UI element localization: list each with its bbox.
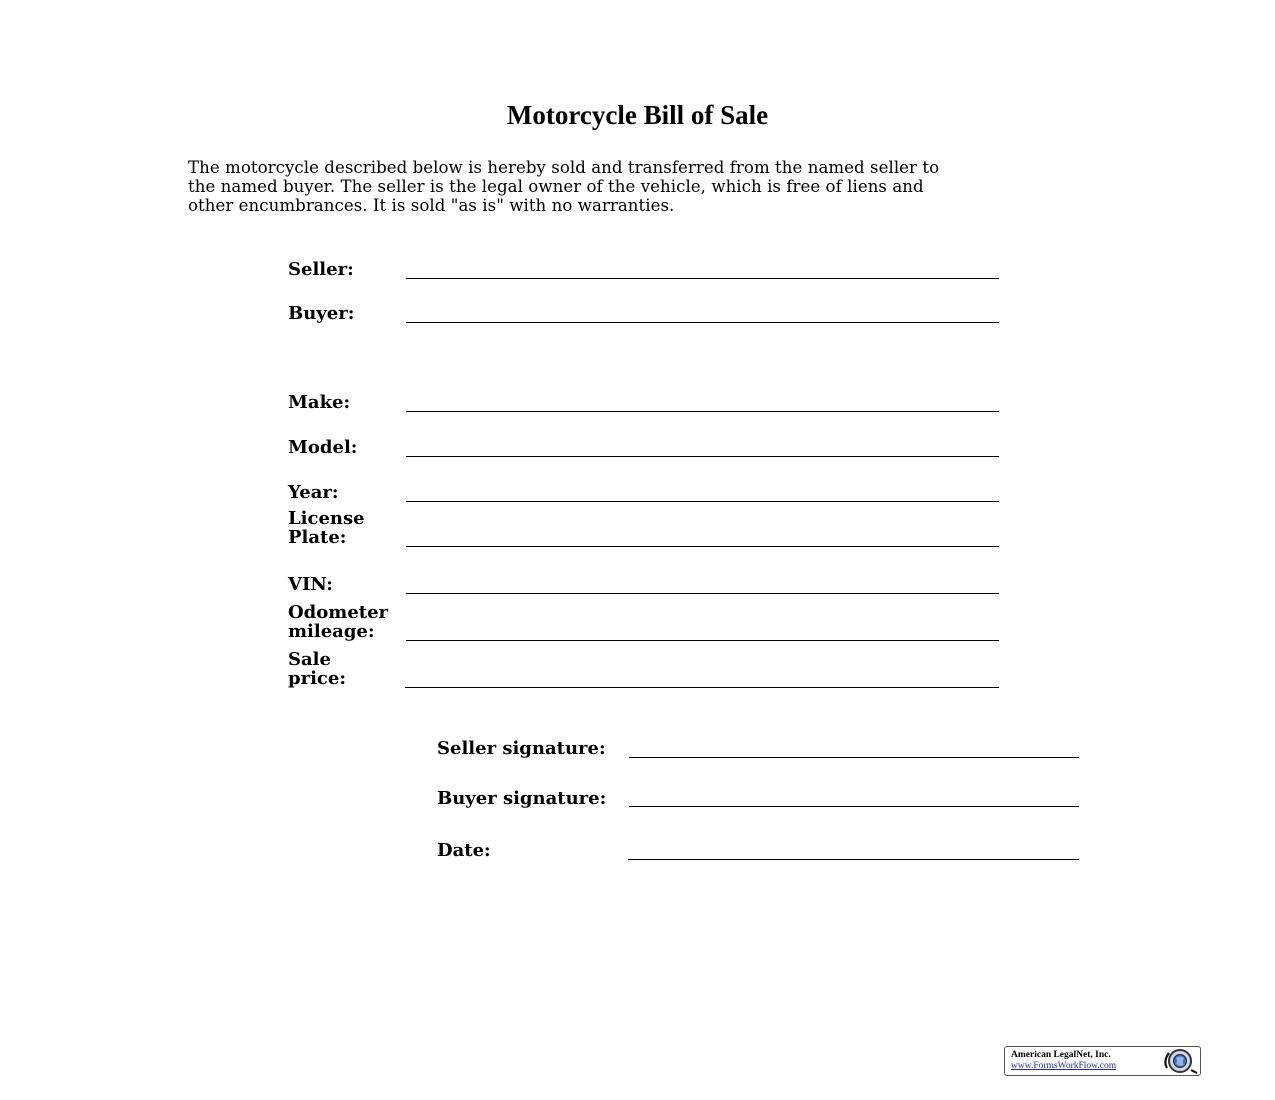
date-line[interactable] <box>628 859 1079 860</box>
sale-price-label-line2: price: <box>288 668 346 689</box>
date-label: Date: <box>437 840 491 861</box>
publisher-url-link[interactable]: www.FormsWorkFlow.com <box>1011 1061 1117 1071</box>
year-line[interactable] <box>406 501 999 502</box>
vin-line[interactable] <box>406 593 999 594</box>
buyer-signature-line[interactable] <box>629 806 1079 807</box>
make-line[interactable] <box>406 411 999 412</box>
publisher-name: American LegalNet, Inc. <box>1011 1050 1111 1060</box>
seller-signature-label: Seller signature: <box>437 738 606 759</box>
sale-price-line[interactable] <box>405 687 999 688</box>
model-label: Model: <box>288 437 358 458</box>
vin-label: VIN: <box>288 574 333 595</box>
license-plate-label-line2: Plate: <box>288 527 347 548</box>
seller-line[interactable] <box>406 278 999 279</box>
page-title: Motorcycle Bill of Sale <box>506 100 769 130</box>
seller-label: Seller: <box>288 259 354 280</box>
odometer-label-line1: Odometer <box>288 602 389 623</box>
odometer-label-line2: mileage: <box>288 621 375 642</box>
publisher-badge[interactable] <box>1004 1046 1201 1076</box>
seller-signature-line[interactable] <box>629 757 1079 758</box>
intro-line: other encumbrances. It is sold "as is" with no warranties. <box>188 196 675 215</box>
make-label: Make: <box>288 392 351 413</box>
buyer-label: Buyer: <box>288 303 355 324</box>
globe-logo-icon <box>1161 1048 1199 1079</box>
intro-line: The motorcycle described below is hereby sold and transferred from the named seller to <box>188 158 940 177</box>
intro-line: the named buyer. The seller is the legal owner of the vehicle, which is free of liens and <box>188 177 924 196</box>
buyer-line[interactable] <box>406 322 999 323</box>
buyer-signature-label: Buyer signature: <box>437 788 607 809</box>
year-label: Year: <box>288 482 339 503</box>
sale-price-label-line1: Sale <box>288 649 331 670</box>
license-plate-label-line1: License <box>288 508 365 529</box>
intro-paragraph <box>188 158 1088 215</box>
odometer-line[interactable] <box>406 640 999 641</box>
license-plate-line[interactable] <box>406 546 999 547</box>
model-line[interactable] <box>406 456 999 457</box>
